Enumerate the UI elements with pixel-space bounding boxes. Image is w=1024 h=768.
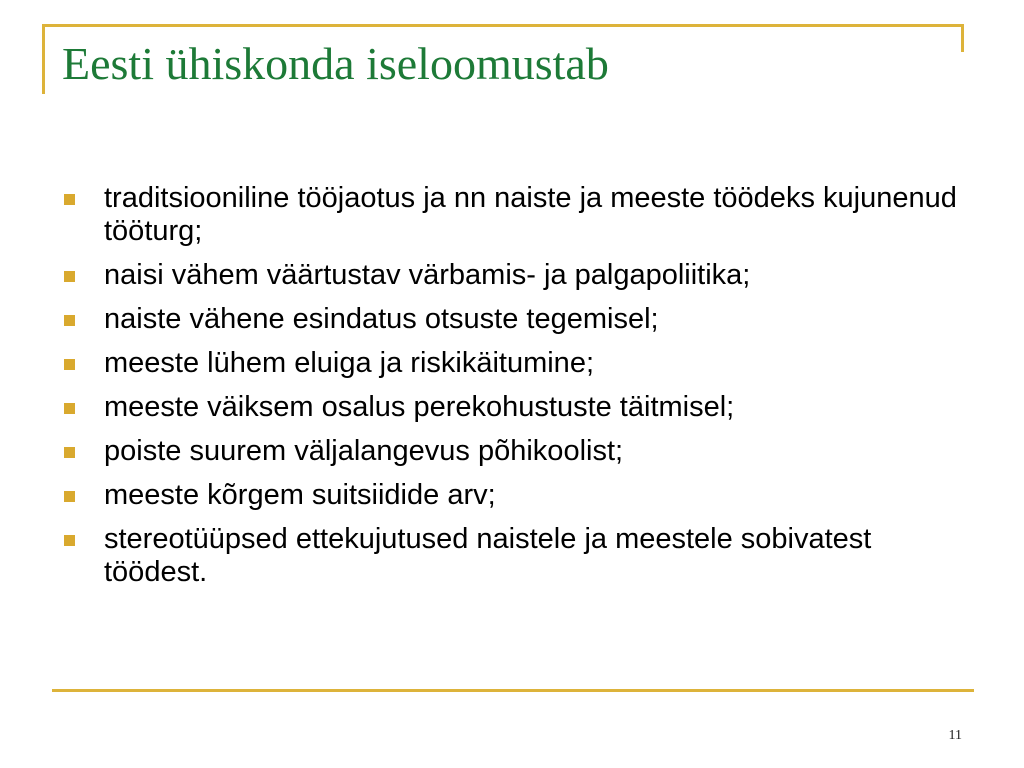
bullet-square-icon: [64, 315, 75, 326]
slide-number: 11: [948, 728, 962, 743]
bullet-text: poiste suurem väljalangevus põhikoolist;: [104, 435, 624, 467]
bullet-text: naisi vähem väärtustav värbamis- ja palgapoliitika;: [104, 259, 751, 291]
bullet-item: [60, 435, 960, 468]
bullet-text: traditsiooniline tööjaotus ja nn naiste ja meeste töödeks kujunenud tööturg;: [104, 182, 957, 247]
bullet-item: [60, 347, 960, 380]
frame-left-line: [42, 24, 45, 94]
bullet-text: meeste lühem eluiga ja riskikäitumine;: [104, 347, 594, 379]
bullet-square-icon: [64, 271, 75, 282]
bullet-square-icon: [64, 491, 75, 502]
bottom-divider: [52, 689, 974, 692]
bullet-square-icon: [64, 194, 75, 205]
bullet-item: [60, 479, 960, 512]
bullet-item: [60, 259, 960, 292]
bullet-text: meeste kõrgem suitsiidide arv;: [104, 479, 496, 511]
bullet-square-icon: [64, 535, 75, 546]
frame-top-line: [42, 24, 964, 27]
bullet-square-icon: [64, 359, 75, 370]
bullet-text: meeste väiksem osalus perekohustuste täitmisel;: [104, 391, 735, 423]
bullet-item: [60, 391, 960, 424]
bullet-list: [60, 182, 960, 600]
bullet-item: [60, 182, 960, 248]
bullet-text: stereotüüpsed ettekujutused naistele ja meestele sobivatest töödest.: [104, 523, 872, 588]
bullet-square-icon: [64, 447, 75, 458]
frame-right-line: [961, 24, 964, 52]
bullet-item: [60, 523, 960, 589]
slide-title: Eesti ühiskonda iseloomustab: [62, 38, 609, 89]
bullet-square-icon: [64, 403, 75, 414]
bullet-text: naiste vähene esindatus otsuste tegemisel;: [104, 303, 659, 335]
bullet-item: [60, 303, 960, 336]
